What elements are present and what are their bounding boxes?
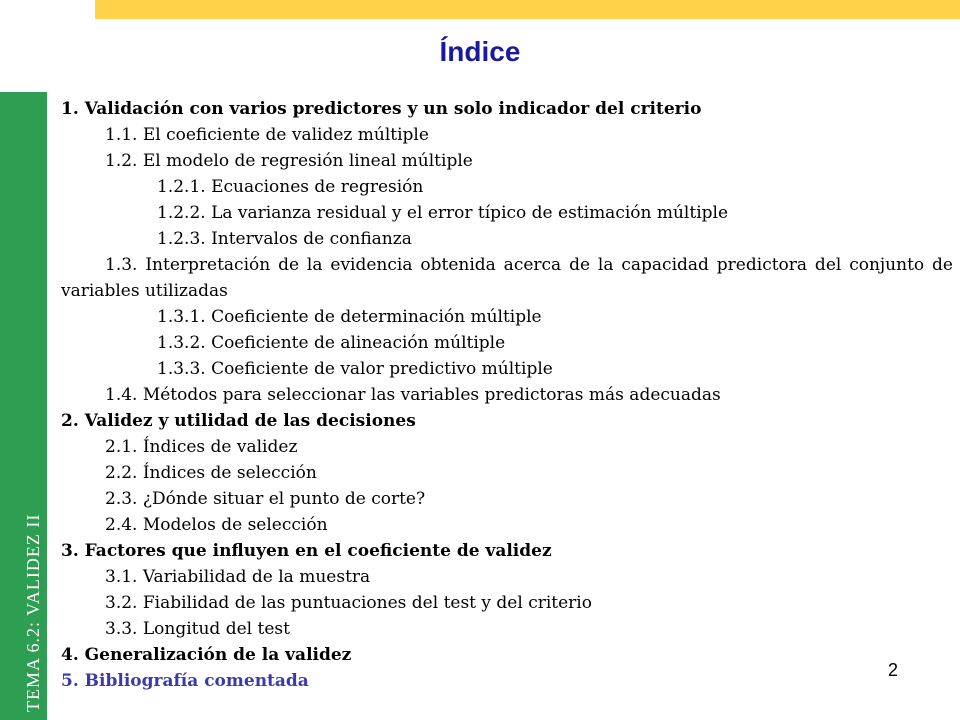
toc-item: 4. Generalización de la validez xyxy=(61,645,352,665)
toc-item: 2.3. ¿Dónde situar el punto de corte? xyxy=(105,489,426,509)
toc-item: 1.3.1. Coeficiente de determinación múltiple xyxy=(157,307,542,327)
side-accent-bar xyxy=(0,92,47,720)
toc-item: 1.2.1. Ecuaciones de regresión xyxy=(157,177,424,197)
toc-item: 1.2.2. La varianza residual y el error típico de estimación múltiple xyxy=(157,203,729,223)
toc-item: 3. Factores que influyen en el coeficiente de validez xyxy=(61,541,552,561)
page-number: 2 xyxy=(888,660,899,680)
toc-item: 1.3.3. Coeficiente de valor predictivo múltiple xyxy=(157,359,553,379)
toc-item: 3.3. Longitud del test xyxy=(105,619,290,639)
top-accent-bar xyxy=(95,0,960,19)
toc-item: 1. Validación con varios predictores y un solo indicador del criterio xyxy=(61,99,702,119)
toc-item: 2. Validez y utilidad de las decisiones xyxy=(61,411,416,431)
table-of-contents xyxy=(61,96,953,694)
toc-item: 1.3.2. Coeficiente de alineación múltiple xyxy=(157,333,506,353)
toc-item: 2.2. Índices de selección xyxy=(105,463,317,483)
toc-item: 1.1. El coeficiente de validez múltiple xyxy=(105,125,429,145)
toc-item-bibliography: 5. Bibliografía comentada xyxy=(61,671,309,691)
toc-item: 1.4. Métodos para seleccionar las variables predictoras más adecuadas xyxy=(105,385,721,405)
toc-item: 2.4. Modelos de selección xyxy=(105,515,328,535)
side-topic-label: TEMA 6.2: VALIDEZ II xyxy=(23,513,43,712)
slide-title: Índice xyxy=(439,36,521,67)
toc-item: 2.1. Índices de validez xyxy=(105,437,298,457)
toc-item: 3.1. Variabilidad de la muestra xyxy=(105,567,371,587)
toc-item: 1.2.3. Intervalos de confianza xyxy=(157,229,412,249)
toc-item: 1.2. El modelo de regresión lineal múltiple xyxy=(105,151,473,171)
toc-item: 1.3. Interpretación de la evidencia obtenida acerca de la capacidad predictora del conjunto de variables utilizadas xyxy=(61,255,953,301)
toc-item: 3.2. Fiabilidad de las puntuaciones del test y del criterio xyxy=(105,593,592,613)
